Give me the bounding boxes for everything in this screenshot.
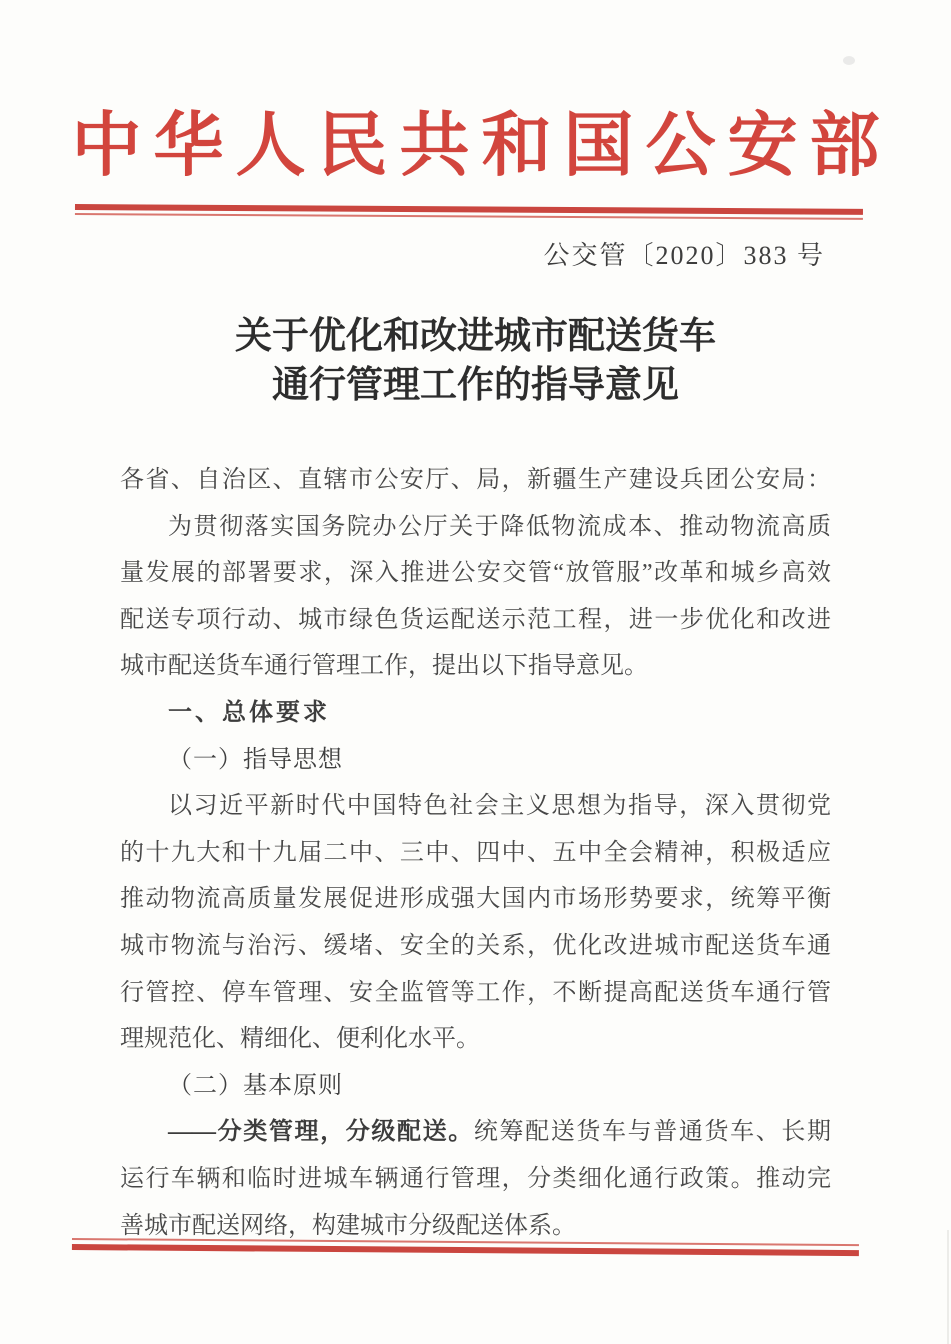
scan-smudge-artifact xyxy=(843,56,855,65)
paragraph2-line5: 行管控、停车管理、安全监管等工作，不断提高配送货车通行管 xyxy=(120,979,831,1006)
section-heading-1: 一、总体要求 xyxy=(168,698,330,726)
paragraph2-line4: 城市物流与治污、缓堵、安全的关系，优化改进城市配送货车通 xyxy=(120,932,831,959)
paragraph1-line3: 配送专项行动、城市绿色货运配送示范工程，进一步优化和改进 xyxy=(120,606,831,633)
scan-edge-artifact xyxy=(947,1230,949,1344)
paragraph2-line2: 的十九大和十九届二中、三中、四中、五中全会精神，积极适应 xyxy=(120,839,831,866)
salutation-line: 各省、自治区、直辖市公安厅、局，新疆生产建设兵团公安局： xyxy=(120,467,831,493)
paragraph3-line3: 善城市配送网络，构建城市分级配送体系。 xyxy=(120,1212,576,1239)
letterhead-agency-title: 中华人民共和国公安部 xyxy=(71,108,892,185)
paragraph1-line4: 城市配送货车通行管理工作，提出以下指导意见。 xyxy=(120,653,648,680)
paragraph3-line1-rest: 统筹配送货车与普通货车、长期 xyxy=(473,1119,831,1146)
paragraph2-line1: 以习近平新时代中国特色社会主义思想为指导，深入贯彻党 xyxy=(168,793,831,820)
document-body xyxy=(120,457,831,1249)
document-title-line2: 通行管理工作的指导意见 xyxy=(272,365,679,406)
paragraph3-line1 xyxy=(120,1109,831,1156)
paragraph2-line3: 推动物流高质量发展促进形成强大国内市场形势要求，统筹平衡 xyxy=(120,886,831,913)
subsection-heading-1-1: （一）指导思想 xyxy=(168,746,343,773)
subsection-heading-1-2: （二）基本原则 xyxy=(168,1072,343,1099)
paragraph1-line1: 为贯彻落实国务院办公厅关于降低物流成本、推动物流高质 xyxy=(168,513,831,540)
paragraph2-line6: 理规范化、精细化、便利化水平。 xyxy=(120,1026,480,1053)
paragraph3-lead-phrase: ——分类管理，分级配送。 xyxy=(168,1119,474,1146)
paragraph1-line2: 量发展的部署要求，深入推进公安交管“放管服”改革和城乡高效 xyxy=(120,560,831,587)
document-reference-number: 公交管〔2020〕383 号 xyxy=(543,241,825,270)
paragraph3-line2: 运行车辆和临时进城车辆通行管理，分类细化通行政策。推动完 xyxy=(120,1165,831,1192)
document-title xyxy=(0,312,951,410)
document-title-line1: 关于优化和改进城市配送货车 xyxy=(235,316,716,357)
letterhead-separator-line xyxy=(75,204,863,220)
